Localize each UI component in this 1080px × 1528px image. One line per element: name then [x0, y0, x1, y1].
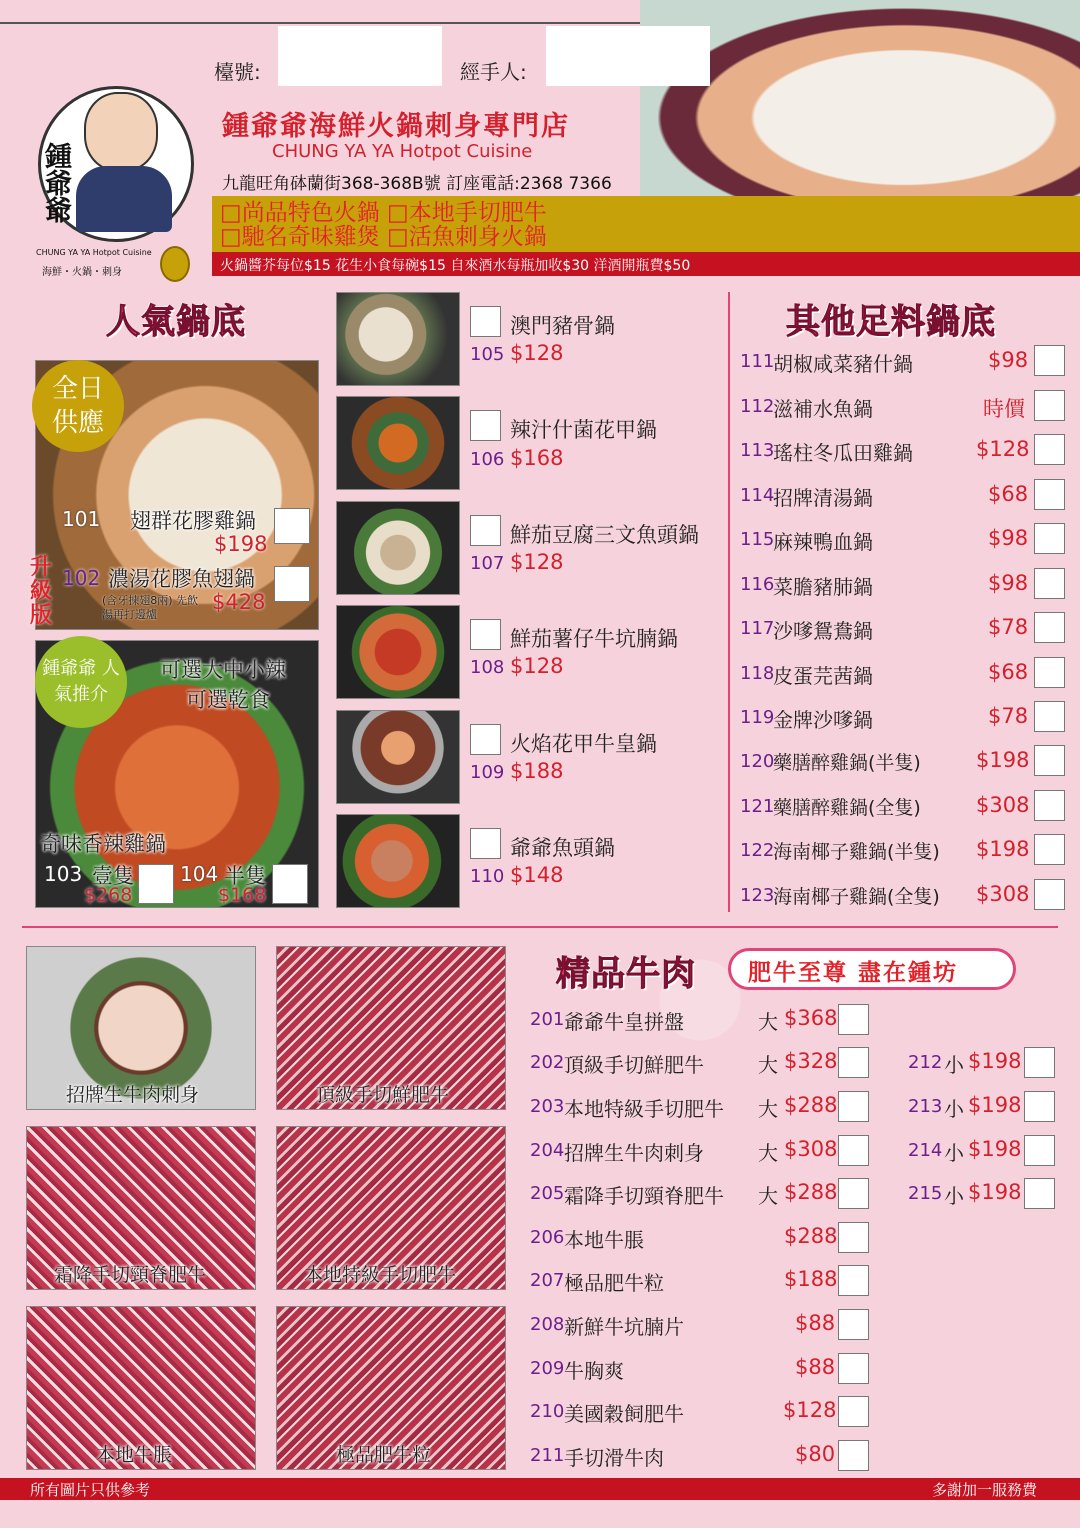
item-106-checkbox[interactable]: [470, 410, 501, 441]
beef-photo-cubes-caption: 極品肥牛粒: [336, 1444, 432, 1466]
item-208-num: 208: [530, 1314, 565, 1335]
item-111-checkbox[interactable]: [1034, 345, 1065, 376]
item-104-price: $168: [218, 884, 267, 906]
shop-name: 鍾爺爺海鮮火鍋刺身專門店: [222, 111, 570, 142]
item-205-name: 霜降手切頸脊肥牛: [564, 1184, 724, 1208]
item-102-name: 濃湯花膠魚翅鍋: [108, 567, 255, 591]
item-209-price: $88: [795, 1355, 836, 1379]
item-118-price: $68: [988, 660, 1029, 684]
item-207-num: 207: [530, 1270, 565, 1291]
address: 九龍旺角砵蘭街368-368B號 訂座電話:2368 7366: [222, 174, 612, 194]
item-122-checkbox[interactable]: [1034, 834, 1065, 865]
item-212-price: $198: [968, 1049, 1022, 1073]
upgrade-label: 升級版: [30, 555, 53, 628]
item-101-checkbox[interactable]: [274, 508, 310, 544]
item-215-size: 小: [944, 1184, 964, 1208]
popular-title: 人氣鍋底: [106, 302, 246, 342]
item-113-checkbox[interactable]: [1034, 434, 1065, 465]
item-211-price: $80: [795, 1442, 836, 1466]
item-210-name: 美國穀飼肥牛: [564, 1402, 684, 1426]
item-210-num: 210: [530, 1401, 565, 1422]
item-107-checkbox[interactable]: [470, 515, 501, 546]
item-206-price: $288: [784, 1224, 838, 1248]
recommend-badge-text: 鍾爺爺 人氣推介: [42, 658, 120, 705]
beef-photo-fresh-fatty-caption: 頂級手切鮮肥牛: [316, 1084, 450, 1106]
item-207-name: 極品肥牛粒: [564, 1271, 664, 1295]
chicken-title: 奇味香辣雞鍋: [40, 832, 166, 856]
item-108-checkbox[interactable]: [470, 619, 501, 650]
item-118-name: 皮蛋芫茜鍋: [773, 664, 873, 688]
item-215-price: $198: [968, 1180, 1022, 1204]
item-212-size: 小: [944, 1053, 964, 1077]
item-204-name: 招牌生牛肉刺身: [564, 1141, 704, 1165]
item-112-num: 112: [740, 396, 775, 417]
item-120-num: 120: [740, 751, 775, 772]
item-123-num: 123: [740, 885, 775, 906]
item-113-name: 瑤柱冬瓜田雞鍋: [773, 441, 913, 465]
item-115-num: 115: [740, 529, 775, 550]
item-214-checkbox[interactable]: [1024, 1135, 1055, 1166]
item-110-name: 爺爺魚頭鍋: [510, 836, 615, 860]
item-112-name: 滋補水魚鍋: [773, 397, 873, 421]
item-122-name: 海南椰子雞鍋(半隻): [773, 841, 940, 863]
footer-service-charge: 多謝加一服務費: [932, 1481, 1038, 1499]
item-114-price: $68: [988, 482, 1029, 506]
handler-field[interactable]: [546, 26, 710, 86]
item-214-size: 小: [944, 1141, 964, 1165]
item-116-checkbox[interactable]: [1034, 568, 1065, 599]
item-105-checkbox[interactable]: [470, 306, 501, 337]
item-111-name: 胡椒咸菜豬什鍋: [773, 352, 913, 376]
item-117-checkbox[interactable]: [1034, 612, 1065, 643]
item-201-checkbox[interactable]: [838, 1004, 869, 1035]
footer-disclaimer: 所有圖片只供參考: [30, 1481, 151, 1499]
item-103-price: $268: [84, 884, 133, 906]
item-108-price: $128: [510, 654, 564, 678]
item-214-price: $198: [968, 1137, 1022, 1161]
item-107-num: 107: [470, 553, 505, 574]
item-210-checkbox[interactable]: [838, 1396, 869, 1427]
beef-title: 精品牛肉: [556, 954, 696, 994]
item-208-name: 新鮮牛坑腩片: [564, 1315, 684, 1339]
item-117-num: 117: [740, 618, 775, 639]
item-120-checkbox[interactable]: [1034, 745, 1065, 776]
item-204-size: 大: [758, 1141, 778, 1165]
chef-face-icon: [84, 92, 158, 172]
item-205-price: $288: [784, 1180, 838, 1204]
item-206-num: 206: [530, 1227, 565, 1248]
item-205-size: 大: [758, 1184, 778, 1208]
item-109-price: $188: [510, 759, 564, 783]
item-212-checkbox[interactable]: [1024, 1047, 1055, 1078]
item-123-price: $308: [976, 882, 1030, 906]
item-118-checkbox[interactable]: [1034, 657, 1065, 688]
item-207-checkbox[interactable]: [838, 1265, 869, 1296]
table-label: 檯號:: [214, 60, 261, 84]
footer-bar: [0, 1478, 1080, 1500]
item-214-num: 214: [908, 1140, 943, 1161]
item-203-checkbox[interactable]: [838, 1091, 869, 1122]
item-109-photo: [336, 710, 460, 804]
item-206-checkbox[interactable]: [838, 1222, 869, 1253]
item-201-price: $368: [784, 1006, 838, 1030]
item-108-num: 108: [470, 657, 505, 678]
item-120-name: 藥膳醉雞鍋(半隻): [773, 752, 921, 774]
item-212-num: 212: [908, 1052, 943, 1073]
item-108-photo: [336, 605, 460, 699]
item-202-price: $328: [784, 1049, 838, 1073]
logo-tagline: 海鮮・火鍋・刺身: [42, 267, 122, 278]
item-201-num: 201: [530, 1009, 565, 1030]
item-202-name: 頂級手切鮮肥牛: [564, 1053, 704, 1077]
item-105-price: $128: [510, 341, 564, 365]
item-122-price: $198: [976, 837, 1030, 861]
item-121-price: $308: [976, 793, 1030, 817]
item-113-price: $128: [976, 437, 1030, 461]
recommend-badge: [35, 636, 127, 728]
logo-english: CHUNG YA YA Hotpot Cuisine: [36, 248, 152, 257]
item-101-name: 翅群花膠雞鍋: [130, 509, 256, 533]
item-112-checkbox[interactable]: [1034, 390, 1065, 421]
item-118-num: 118: [740, 663, 775, 684]
item-203-name: 本地特級手切肥牛: [564, 1097, 724, 1121]
handler-label: 經手人:: [460, 60, 527, 84]
item-215-num: 215: [908, 1183, 943, 1204]
chef-body-icon: [76, 166, 172, 232]
item-106-photo: [336, 396, 460, 490]
item-104-num: 104: [180, 862, 219, 886]
item-119-num: 119: [740, 707, 775, 728]
item-105-num: 105: [470, 344, 505, 365]
logo: [28, 86, 200, 282]
item-213-num: 213: [908, 1096, 943, 1117]
item-116-price: $98: [988, 571, 1029, 595]
item-215-checkbox[interactable]: [1024, 1178, 1055, 1209]
item-213-checkbox[interactable]: [1024, 1091, 1055, 1122]
beef-photo-sashimi-caption: 招牌生牛肉刺身: [66, 1084, 200, 1106]
item-110-num: 110: [470, 866, 505, 887]
item-114-name: 招牌清湯鍋: [773, 486, 873, 510]
item-202-size: 大: [758, 1053, 778, 1077]
item-204-checkbox[interactable]: [838, 1135, 869, 1166]
item-210-price: $128: [783, 1398, 837, 1422]
item-211-num: 211: [530, 1445, 565, 1466]
section-divider: [22, 926, 1058, 928]
item-203-size: 大: [758, 1097, 778, 1121]
top-rule: [0, 22, 700, 24]
item-207-price: $188: [784, 1267, 838, 1291]
item-208-price: $88: [795, 1311, 836, 1335]
item-204-num: 204: [530, 1140, 565, 1161]
item-102-num: 102: [62, 566, 101, 590]
item-119-price: $78: [988, 704, 1029, 728]
specialist-seal-icon: [160, 246, 190, 282]
item-117-name: 沙嗲鴛鴦鍋: [773, 619, 873, 643]
item-108-name: 鮮茄薯仔牛坑腩鍋: [510, 627, 678, 651]
logo-chinese: 鍾爺爺: [40, 142, 71, 223]
item-107-photo: [336, 501, 460, 595]
item-205-num: 205: [530, 1183, 565, 1204]
shop-name-en: CHUNG YA YA Hotpot Cuisine: [272, 141, 533, 162]
charges-text: 火鍋醬芥每位$15 花生小食每碗$15 自來酒水每瓶加收$30 洋酒開瓶費$50: [220, 258, 691, 274]
item-121-checkbox[interactable]: [1034, 790, 1065, 821]
item-101-num: 101: [62, 507, 101, 531]
item-103-name: 壹隻: [92, 864, 134, 888]
table-number-field[interactable]: [278, 26, 442, 86]
item-102-checkbox[interactable]: [274, 566, 310, 602]
item-109-num: 109: [470, 762, 505, 783]
item-202-checkbox[interactable]: [838, 1047, 869, 1078]
column-divider: [728, 292, 730, 912]
item-104-name: 半隻: [224, 864, 266, 888]
item-121-num: 121: [740, 796, 775, 817]
item-109-checkbox[interactable]: [470, 724, 501, 755]
item-106-name: 辣汁什菌花甲鍋: [510, 418, 657, 442]
all-day-badge-text: 全日供應: [51, 374, 104, 438]
item-105-name: 澳門豬骨鍋: [510, 314, 615, 338]
item-110-checkbox[interactable]: [470, 828, 501, 859]
item-123-name: 海南椰子雞鍋(全隻): [773, 886, 940, 908]
beef-slogan: 肥牛至尊 盡在鍾坊: [748, 960, 959, 986]
item-115-checkbox[interactable]: [1034, 523, 1065, 554]
item-110-photo: [336, 814, 460, 908]
item-203-price: $288: [784, 1093, 838, 1117]
item-105-photo: [336, 292, 460, 386]
item-121-name: 藥膳醉雞鍋(全隻): [773, 797, 921, 819]
item-111-price: $98: [988, 348, 1029, 372]
item-113-num: 113: [740, 440, 775, 461]
item-112-price: 時價: [983, 397, 1025, 421]
item-102-price: $428: [212, 590, 266, 614]
features-line-2: □馳名奇味雞煲 □活魚刺身火鍋: [220, 224, 547, 250]
item-104-checkbox[interactable]: [272, 864, 308, 904]
item-208-checkbox[interactable]: [838, 1309, 869, 1340]
item-204-price: $308: [784, 1137, 838, 1161]
item-203-num: 203: [530, 1096, 565, 1117]
item-116-num: 116: [740, 574, 775, 595]
item-117-price: $78: [988, 615, 1029, 639]
item-201-name: 爺爺牛皇拼盤: [564, 1010, 684, 1034]
item-202-num: 202: [530, 1052, 565, 1073]
bottom-margin: [0, 1500, 1080, 1528]
item-213-price: $198: [968, 1093, 1022, 1117]
item-209-num: 209: [530, 1358, 565, 1379]
item-110-price: $148: [510, 863, 564, 887]
item-122-num: 122: [740, 840, 775, 861]
beef-photo-shank-caption: 本地牛脹: [96, 1444, 173, 1466]
item-103-checkbox[interactable]: [138, 864, 174, 904]
item-115-name: 麻辣鴨血鍋: [773, 530, 873, 554]
dry-option-note: 可選乾食: [186, 688, 270, 712]
item-109-name: 火焰花甲牛皇鍋: [510, 732, 657, 756]
beef-photo-neck-caption: 霜降手切頸脊肥牛: [54, 1264, 207, 1286]
item-107-name: 鮮茄豆腐三文魚頭鍋: [510, 523, 699, 547]
item-206-name: 本地牛脹: [564, 1228, 644, 1252]
beef-photo-local-premium-caption: 本地特級手切肥牛: [304, 1264, 457, 1286]
item-111-num: 111: [740, 351, 775, 372]
item-209-checkbox[interactable]: [838, 1353, 869, 1384]
item-205-checkbox[interactable]: [838, 1178, 869, 1209]
item-119-name: 金牌沙嗲鍋: [773, 708, 873, 732]
item-114-checkbox[interactable]: [1034, 479, 1065, 510]
item-201-size: 大: [758, 1010, 778, 1034]
item-211-name: 手切滑牛肉: [564, 1446, 664, 1470]
others-title: 其他足料鍋底: [786, 302, 996, 342]
item-102-note: (含牙揀翅8兩) 先飲湯再打邊爐: [102, 594, 199, 621]
item-103-num: 103: [44, 862, 83, 886]
features-line-1: □尚品特色火鍋 □本地手切肥牛: [220, 200, 547, 226]
item-101-price: $198: [214, 532, 268, 556]
item-123-checkbox[interactable]: [1034, 879, 1065, 910]
item-209-name: 牛胸爽: [564, 1359, 624, 1383]
item-120-price: $198: [976, 748, 1030, 772]
item-116-name: 菜膽豬肺鍋: [773, 575, 873, 599]
item-106-num: 106: [470, 449, 505, 470]
item-115-price: $98: [988, 526, 1029, 550]
item-107-price: $128: [510, 550, 564, 574]
item-211-checkbox[interactable]: [838, 1440, 869, 1471]
all-day-badge: [32, 360, 124, 452]
item-114-num: 114: [740, 485, 775, 506]
item-213-size: 小: [944, 1097, 964, 1121]
item-106-price: $168: [510, 446, 564, 470]
spice-option-note: 可選大中小辣: [160, 658, 286, 682]
item-119-checkbox[interactable]: [1034, 701, 1065, 732]
